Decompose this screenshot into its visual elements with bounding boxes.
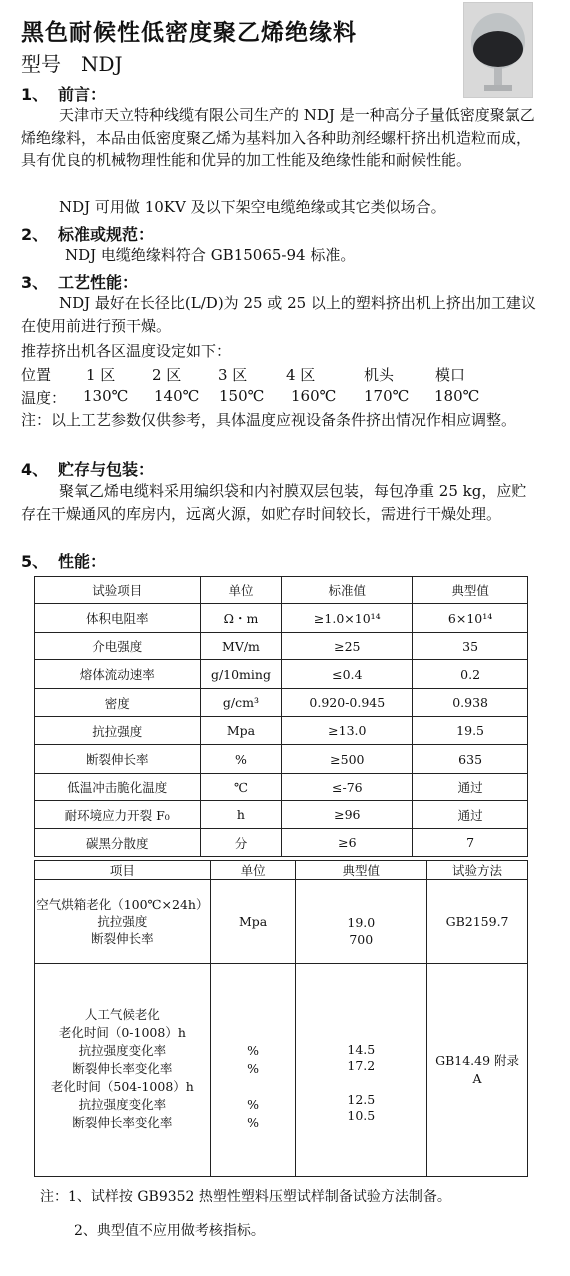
cell-item: 体积电阻率 xyxy=(35,604,201,633)
temp-1: 130℃ xyxy=(83,387,129,405)
properties-table xyxy=(34,576,528,857)
cell-standard: ≥96 xyxy=(282,801,413,829)
header-typical: 典型值 xyxy=(413,577,528,604)
zone-1: 1 区 xyxy=(86,366,116,384)
cell-unit: Ω・m xyxy=(200,604,282,633)
table-row xyxy=(35,604,528,633)
cell-typical: 7 xyxy=(413,829,528,857)
aging-row-oven xyxy=(35,880,528,964)
standard-text: NDJ 电缆绝缘料符合 GB15065-94 标准。 xyxy=(65,246,356,264)
cell-item: 熔体流动速率 xyxy=(35,660,201,689)
product-photo xyxy=(463,2,533,98)
cell-typical: 通过 xyxy=(413,801,528,829)
footnote-1: 注：1、试样按 GB9352 热塑性塑料压塑试样制备试验方法制备。 xyxy=(40,1189,451,1205)
section-3-heading: 3、 工艺性能： xyxy=(21,273,139,292)
zone-head: 机头 xyxy=(364,366,395,384)
aging-header-row xyxy=(35,861,528,880)
table-row xyxy=(35,689,528,717)
cell-item: 耐环境应力开裂 F₀ xyxy=(35,801,201,829)
cell-unit: g/cm³ xyxy=(200,689,282,717)
cell-item: 低温冲击脆化温度 xyxy=(35,774,201,801)
cell-typical: 635 xyxy=(413,745,528,774)
cell-standard: ≥13.0 xyxy=(282,717,413,745)
cell-item: 人工气候老化 老化时间（0-1008）h 抗拉强度变化率 断裂伸长率变化率 老化时间（504-1008）h 抗拉强度变化率 断裂伸长率变化率 xyxy=(35,964,211,1177)
zone-intro: 推荐挤出机各区温度设定如下： xyxy=(21,342,232,360)
flask-image xyxy=(464,3,532,97)
cell-typical: 19.5 xyxy=(413,717,528,745)
temp-die: 180℃ xyxy=(434,387,480,405)
cell-unit: % xyxy=(200,745,282,774)
aging-header-item: 项目 xyxy=(35,861,211,880)
cell-item: 空气烘箱老化（100℃×24h） 抗拉强度 断裂伸长率 xyxy=(35,880,211,964)
cell-method: GB14.49 附录 A xyxy=(427,964,528,1177)
cell-typical: 通过 xyxy=(413,774,528,801)
cell-standard: ≥1.0×10¹⁴ xyxy=(282,604,413,633)
zone-label: 位置 xyxy=(21,366,52,384)
aging-header-typical: 典型值 xyxy=(296,861,427,880)
process-paragraph: NDJ 最好在长径比(L/D)为 25 或 25 以上的塑料挤出机上挤出加工建议在使用前进行预干燥。 xyxy=(21,294,536,335)
temp-3: 150℃ xyxy=(219,387,265,405)
zone-4: 4 区 xyxy=(286,366,316,384)
cell-units: % % % % xyxy=(210,964,296,1177)
cell-item: 碳黑分散度 xyxy=(35,829,201,857)
cell-typical: 0.2 xyxy=(413,660,528,689)
process-note: 注：以上工艺参数仅供参考，具体温度应视设备条件挤出情况作相应调整。 xyxy=(21,411,517,429)
header-item: 试验项目 xyxy=(35,577,201,604)
cell-standard: ≥6 xyxy=(282,829,413,857)
table-row xyxy=(35,717,528,745)
cell-standard: 0.920-0.945 xyxy=(282,689,413,717)
cell-unit: Mpa xyxy=(210,880,296,964)
cell-standard: ≥25 xyxy=(282,633,413,660)
intro-paragraph: 天津市天立特种线缆有限公司生产的 NDJ 是一种高分子量低密度聚氯乙烯绝缘料，本品由低密度聚乙烯为基料加入各种助剂经螺杆挤出机造粒而成，具有优良的机械物理性能和优异的加工性能及绝缘性能和耐候性能。 xyxy=(21,106,535,169)
cell-item: 介电强度 xyxy=(35,633,201,660)
temp-head: 170℃ xyxy=(364,387,410,405)
model-number: 型号 NDJ xyxy=(21,52,123,76)
cell-values: 19.0 700 xyxy=(296,880,427,964)
table-row xyxy=(35,829,528,857)
temp-2: 140℃ xyxy=(154,387,200,405)
header-standard: 标准值 xyxy=(282,577,413,604)
cell-item: 断裂伸长率 xyxy=(35,745,201,774)
cell-unit: g/10ming xyxy=(200,660,282,689)
temp-label: 温度： xyxy=(21,389,67,407)
cell-standard: ≥500 xyxy=(282,745,413,774)
section-5-heading: 5、 性能： xyxy=(21,552,107,571)
cell-unit: h xyxy=(200,801,282,829)
cell-typical: 0.938 xyxy=(413,689,528,717)
section-4-heading: 4、 贮存与包装： xyxy=(21,460,155,479)
cell-unit: MV/m xyxy=(200,633,282,660)
zone-2: 2 区 xyxy=(152,366,182,384)
cell-unit: 分 xyxy=(200,829,282,857)
aging-header-method: 试验方法 xyxy=(427,861,528,880)
table-row xyxy=(35,774,528,801)
table-row xyxy=(35,633,528,660)
cell-standard: ≤-76 xyxy=(282,774,413,801)
footnote-2: 2、典型值不应用做考核指标。 xyxy=(74,1223,265,1239)
cell-item: 抗拉强度 xyxy=(35,717,201,745)
intro-usage: NDJ 可用做 10KV 及以下架空电缆绝缘或其它类似场合。 xyxy=(59,198,446,216)
cell-unit: Mpa xyxy=(200,717,282,745)
table-row xyxy=(35,801,528,829)
cell-values: 14.5 17.2 12.5 10.5 xyxy=(296,964,427,1177)
storage-paragraph: 聚氧乙烯电缆料采用编织袋和内衬膜双层包装，每包净重 25 kg，应贮存在干燥通风的库房内，远离火源，如贮存时间较长，需进行干燥处理。 xyxy=(21,482,527,523)
aging-header-unit: 单位 xyxy=(210,861,296,880)
cell-unit: ℃ xyxy=(200,774,282,801)
table-header-row xyxy=(35,577,528,604)
header-unit: 单位 xyxy=(200,577,282,604)
table-row xyxy=(35,745,528,774)
aging-table xyxy=(34,860,528,1177)
cell-standard: ≤0.4 xyxy=(282,660,413,689)
cell-typical: 6×10¹⁴ xyxy=(413,604,528,633)
zone-die: 模口 xyxy=(435,366,466,384)
document-title: 黑色耐候性低密度聚乙烯绝缘料 xyxy=(21,20,357,46)
aging-row-weathering xyxy=(35,964,528,1177)
cell-typical: 35 xyxy=(413,633,528,660)
zone-3: 3 区 xyxy=(218,366,248,384)
section-1-heading: 1、 前言： xyxy=(21,85,107,104)
table-row xyxy=(35,660,528,689)
section-2-heading: 2、 标准或规范： xyxy=(21,225,155,244)
temp-4: 160℃ xyxy=(291,387,337,405)
cell-method: GB2159.7 xyxy=(427,880,528,964)
cell-item: 密度 xyxy=(35,689,201,717)
